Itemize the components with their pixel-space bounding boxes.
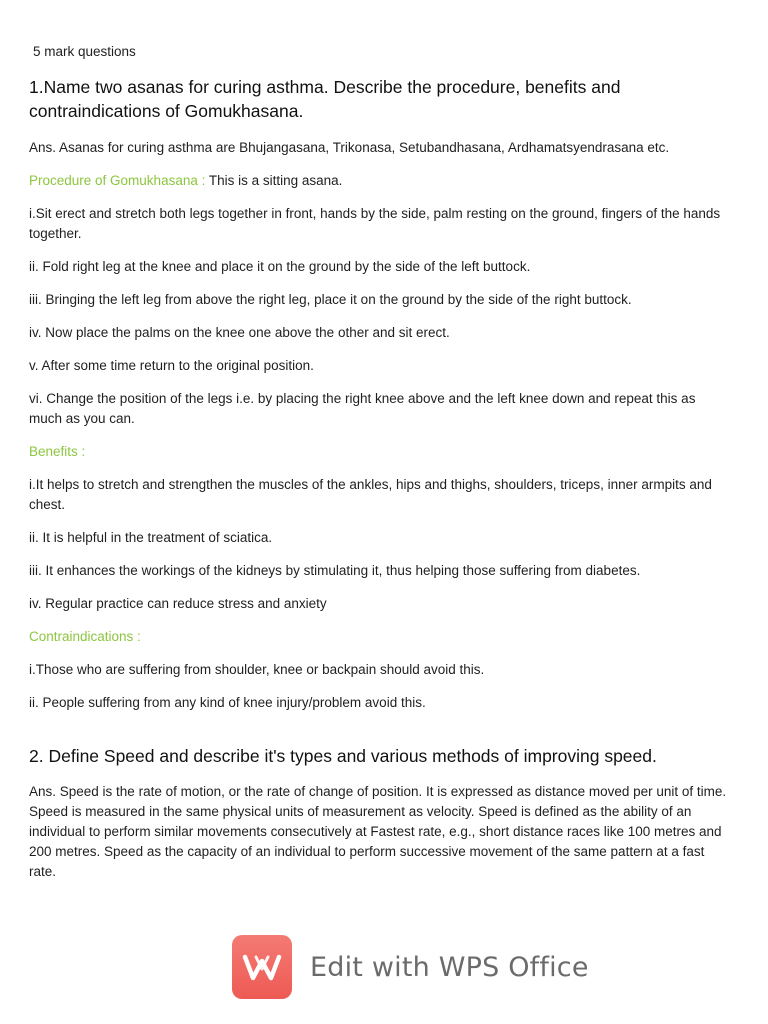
contraindication-item: i.Those who are suffering from shoulder, knee or backpain should avoid this. [29,662,485,677]
procedure-step: i.Sit erect and stretch both legs together in front, hands by the side, palm resting on the ground, fingers of the hands together. [29,206,721,241]
document-page [29,42,729,882]
wps-logo-icon[interactable] [232,935,292,999]
benefit-item: iv. Regular practice can reduce stress and anxiety [29,596,327,611]
question-1-title: 1.Name two asanas for curing asthma. Describe the procedure, benefits and contraindications of Gomukhasana [29,77,621,121]
benefit-item: ii. It is helpful in the treatment of sciatica. [29,530,273,545]
edit-with-wps-label[interactable]: Edit with WPS Office [310,951,589,983]
benefit-item: iii. It enhances the workings of the kidneys by stimulating it, thus helping those suffering from diabetes. [29,563,641,578]
procedure-step: v. After some time return to the original position. [29,358,314,373]
procedure-step: ii. Fold right leg at the knee and place it on the ground by the side of the left buttock. [29,259,531,274]
contraindication-item: ii. People suffering from any kind of knee injury/problem avoid this. [29,695,426,710]
question-2-answer: Ans. Speed is the rate of motion, or the rate of change of position. It is expressed as distance moved per unit of time. Speed is measured in the same physical units of measurement as velocity. Speed is defined as the ability of an individual to perform similar movements consecutively at Fastest rate, e.g., short distance races like 100 metres and 200 metres. Speed as the capacity of an individual to perform successive movement of the same pattern at a fast rate. [29,784,727,879]
procedure-step: iii. Bringing the left leg from above the right leg, place it on the ground by the side of the right buttock. [29,292,632,307]
benefits-label: Benefits : [29,444,86,459]
section-label: 5 mark questions [33,44,136,59]
question-1-answer: Ans. Asanas for curing asthma are Bhujangasana, Trikonasa, Setubandhasana, Ardhamatsyendrasana etc. [29,140,670,155]
question-2-heading: 2. Define Speed and describe it's types and various methods of improving speed. [29,746,657,766]
question-1-title-end: . [298,101,304,121]
procedure-line [29,171,729,191]
procedure-intro: This is a sitting asana. [208,173,343,188]
benefit-item: i.It helps to stretch and strengthen the muscles of the ankles, hips and thighs, shoulders, triceps, inner armpits and chest. [29,477,712,512]
procedure-step: iv. Now place the palms on the knee one above the other and sit erect. [29,325,450,340]
edit-with-wps-banner[interactable] [232,935,589,999]
procedure-step: vi. Change the position of the legs i.e. by placing the right knee above and the left knee down and repeat this as much as you can. [29,391,696,426]
wps-w-glyph-icon [242,952,282,982]
question-1-heading [29,75,729,123]
procedure-label: Procedure of Gomukhasana : [29,173,209,188]
contraindications-label: Contraindications : [29,629,141,644]
